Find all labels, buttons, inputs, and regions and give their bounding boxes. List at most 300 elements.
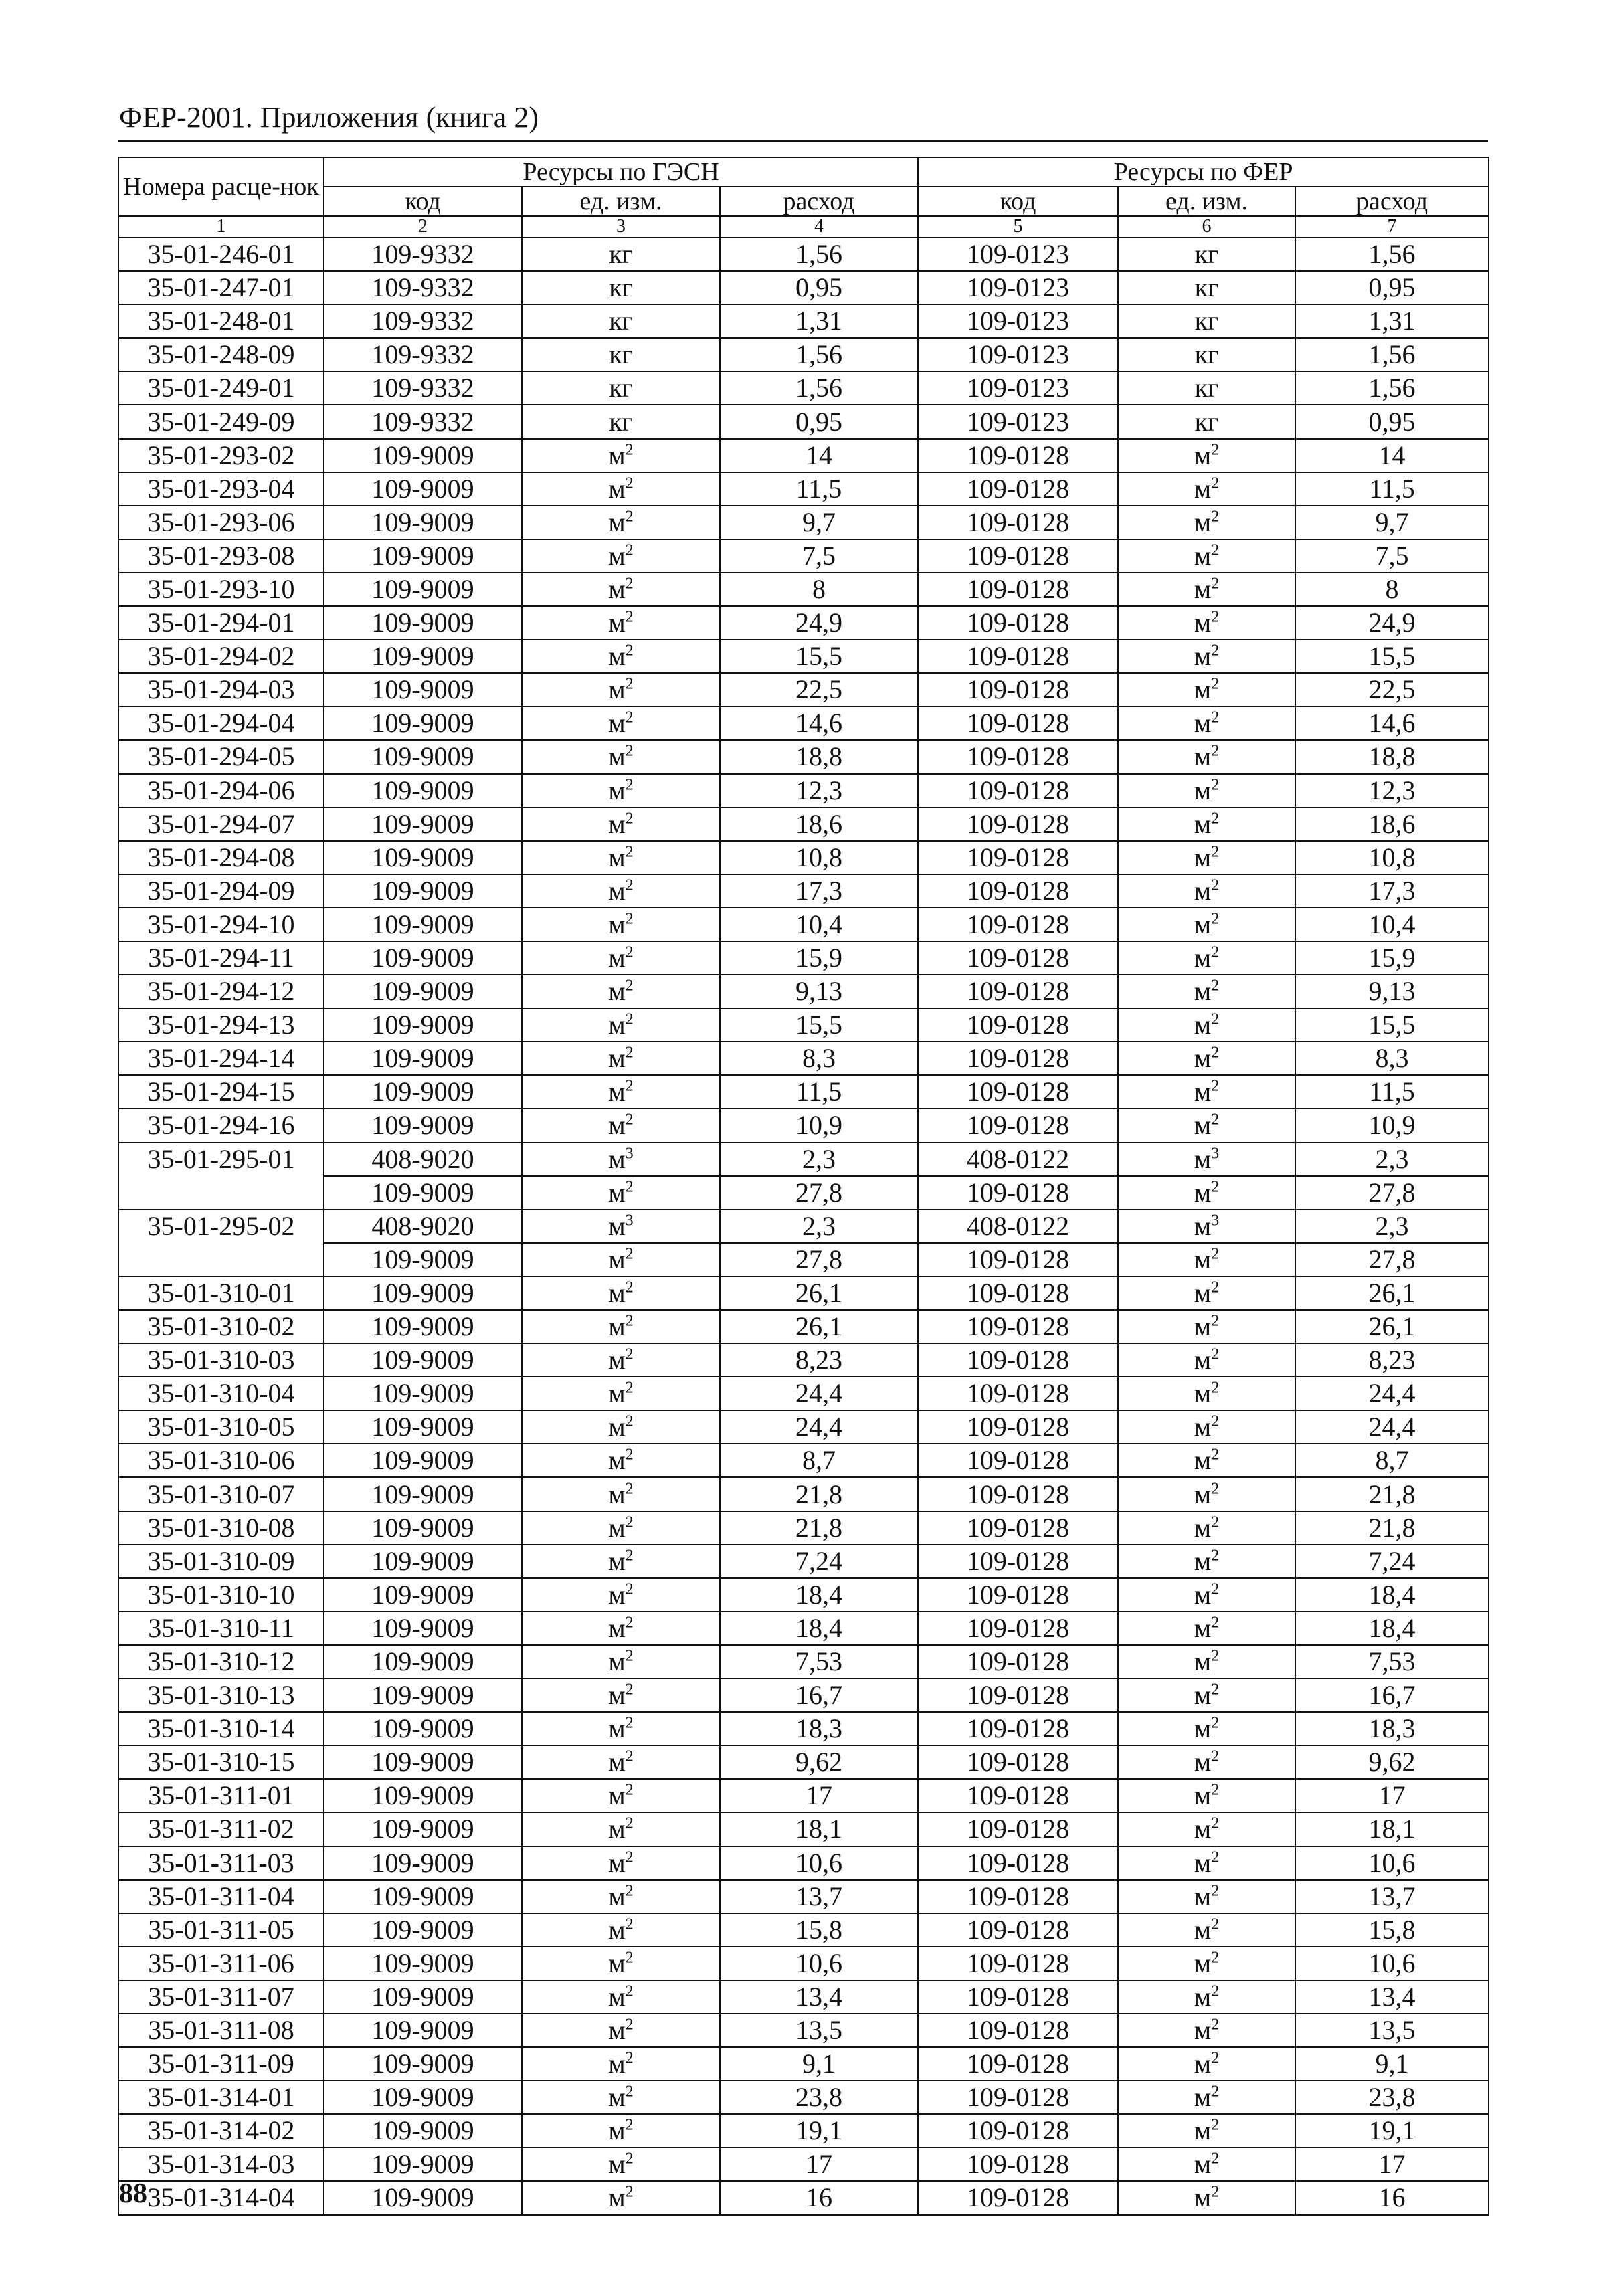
- gesn-qty-cell: 10,9: [720, 1109, 918, 1142]
- gesn-qty-cell: 18,4: [720, 1578, 918, 1612]
- table-row: [118, 1947, 1489, 1980]
- unit-exponent: 2: [625, 2016, 634, 2034]
- fer-unit-cell: [1118, 1042, 1295, 1075]
- fer-unit-cell: [1118, 304, 1295, 338]
- unit-exponent: 3: [625, 1212, 634, 1230]
- gesn-unit-cell: [522, 1377, 720, 1410]
- table-row: [118, 1511, 1489, 1545]
- table-row: [118, 975, 1489, 1008]
- table-row: [118, 1712, 1489, 1745]
- fer-unit-cell: [1118, 2114, 1295, 2147]
- rate-number-cell: 35-01-310-01: [118, 1276, 324, 1310]
- gesn-qty-cell: 9,7: [720, 506, 918, 539]
- fer-code-cell: 109-0128: [918, 1880, 1118, 1913]
- unit-exponent: 2: [625, 1312, 634, 1330]
- gesn-unit-cell: [522, 1612, 720, 1645]
- fer-qty-cell: 23,8: [1295, 2081, 1489, 2114]
- table-row: [118, 573, 1489, 606]
- table-row: [118, 908, 1489, 941]
- unit-text: м: [608, 1210, 626, 1241]
- fer-code-cell: 109-0128: [918, 774, 1118, 807]
- unit-text: м: [1194, 1579, 1212, 1610]
- fer-code-cell: 109-0128: [918, 1645, 1118, 1679]
- unit-text: м: [1194, 1713, 1212, 1744]
- fer-unit-cell: [1118, 673, 1295, 706]
- unit-exponent: 2: [625, 2184, 634, 2202]
- gesn-code-cell: 109-9009: [324, 1377, 522, 1410]
- unit-exponent: 2: [1211, 2049, 1220, 2067]
- unit-exponent: 2: [1211, 675, 1220, 693]
- unit-text: м: [608, 908, 626, 939]
- fer-code-cell: 109-0128: [918, 472, 1118, 506]
- unit-exponent: 2: [1211, 441, 1220, 459]
- unit-exponent: 2: [1211, 709, 1220, 727]
- fer-code-cell: 109-0128: [918, 2081, 1118, 2114]
- unit-text: м: [608, 1445, 626, 1476]
- gesn-code-cell: 109-9009: [324, 841, 522, 874]
- gesn-unit-cell: [522, 1947, 720, 1980]
- unit-exponent: 2: [1211, 1747, 1220, 1765]
- unit-exponent: 2: [1211, 1547, 1220, 1565]
- gesn-qty-cell: 11,5: [720, 472, 918, 506]
- fer-unit-cell: [1118, 1075, 1295, 1109]
- table-row: [118, 1343, 1489, 1377]
- gesn-code-cell: 109-9009: [324, 1612, 522, 1645]
- fer-unit-cell: [1118, 941, 1295, 975]
- unit-text: м: [1194, 708, 1212, 739]
- unit-exponent: 2: [625, 1446, 634, 1464]
- unit-text: м: [1194, 473, 1212, 504]
- unit-exponent: 2: [1211, 1245, 1220, 1263]
- fer-unit-cell: [1118, 841, 1295, 874]
- fer-code-cell: 109-0128: [918, 1176, 1118, 1210]
- unit-text: м: [1194, 741, 1212, 772]
- unit-exponent: 2: [625, 441, 634, 459]
- fer-code-cell: 109-0128: [918, 1477, 1118, 1511]
- fer-qty-cell: 24,4: [1295, 1377, 1489, 1410]
- fer-unit-cell: [1118, 1444, 1295, 1477]
- unit-exponent: 2: [625, 1547, 634, 1565]
- gesn-qty-cell: 21,8: [720, 1477, 918, 1511]
- fer-unit-cell: [1118, 1377, 1295, 1410]
- rate-number-cell: 35-01-310-14: [118, 1712, 324, 1745]
- table-row: [118, 506, 1489, 539]
- header-row-subcols: [118, 187, 1489, 216]
- gesn-code-cell: 109-9009: [324, 774, 522, 807]
- fer-qty-cell: 18,3: [1295, 1712, 1489, 1745]
- fer-code-cell: 109-0128: [918, 1679, 1118, 1712]
- unit-text: м: [1194, 1981, 1212, 2012]
- gesn-unit-cell: [522, 1276, 720, 1310]
- gesn-unit-cell: [522, 2014, 720, 2047]
- fer-qty-cell: 2,3: [1295, 1210, 1489, 1243]
- unit-exponent: 2: [1211, 2116, 1220, 2134]
- unit-text: кг: [1194, 406, 1219, 437]
- fer-qty-cell: 1,56: [1295, 237, 1489, 271]
- fer-code-cell: 109-0123: [918, 338, 1118, 371]
- gesn-qty-cell: 8: [720, 573, 918, 606]
- unit-text: м: [608, 775, 626, 805]
- unit-exponent: 2: [625, 776, 634, 794]
- gesn-qty-cell: 12,3: [720, 774, 918, 807]
- gesn-unit-cell: [522, 539, 720, 573]
- unit-text: м: [1194, 976, 1212, 1007]
- unit-exponent: 2: [625, 508, 634, 526]
- gesn-code-cell: 109-9009: [324, 2147, 522, 2181]
- gesn-code-cell: 109-9009: [324, 1712, 522, 1745]
- rate-number-cell: 35-01-293-02: [118, 439, 324, 472]
- gesn-code-cell: 109-9009: [324, 1779, 522, 1812]
- gesn-unit-cell: [522, 1410, 720, 1444]
- gesn-qty-cell: 0,95: [720, 271, 918, 304]
- fer-code-cell: 109-0128: [918, 941, 1118, 975]
- page-header: ФЕР-2001. Приложения (книга 2): [119, 101, 539, 134]
- fer-unit-cell: [1118, 874, 1295, 908]
- unit-exponent: 2: [625, 709, 634, 727]
- table-row: [118, 807, 1489, 841]
- table-row: [118, 1745, 1489, 1779]
- gesn-qty-cell: 13,7: [720, 1880, 918, 1913]
- gesn-qty-cell: 24,4: [720, 1410, 918, 1444]
- gesn-unit-cell: [522, 1679, 720, 1712]
- unit-text: кг: [1194, 306, 1219, 337]
- gesn-code-cell: 109-9009: [324, 1243, 522, 1276]
- unit-text: м: [608, 1277, 626, 1308]
- resource-table: [118, 157, 1489, 2216]
- rate-number-cell: 35-01-314-03: [118, 2147, 324, 2181]
- gesn-unit-cell: [522, 1075, 720, 1109]
- gesn-qty-cell: 7,53: [720, 1645, 918, 1679]
- fer-code-cell: 109-0128: [918, 908, 1118, 941]
- rate-number-cell: 35-01-310-06: [118, 1444, 324, 1477]
- gesn-qty-cell: 17: [720, 2147, 918, 2181]
- gesn-qty-cell: 18,4: [720, 1612, 918, 1645]
- fer-code-cell: 109-0128: [918, 874, 1118, 908]
- header-fer-group: Ресурсы по ФЕР: [918, 157, 1489, 187]
- fer-code-cell: 109-0128: [918, 1511, 1118, 1545]
- fer-unit-cell: [1118, 908, 1295, 941]
- unit-text: м: [1194, 808, 1212, 839]
- gesn-qty-cell: 1,56: [720, 237, 918, 271]
- gesn-qty-cell: 7,24: [720, 1545, 918, 1578]
- gesn-code-cell: 109-9009: [324, 1075, 522, 1109]
- unit-text: м: [1194, 1814, 1212, 1844]
- table-row: [118, 1980, 1489, 2014]
- unit-exponent: 2: [1211, 1647, 1220, 1665]
- unit-text: м: [1194, 641, 1212, 672]
- fer-qty-cell: 15,9: [1295, 941, 1489, 975]
- fer-qty-cell: 19,1: [1295, 2114, 1489, 2147]
- fer-code-cell: 109-0128: [918, 2047, 1118, 2081]
- unit-exponent: 2: [625, 2049, 634, 2067]
- gesn-unit-cell: [522, 1143, 720, 1176]
- gesn-qty-cell: 10,6: [720, 1846, 918, 1880]
- gesn-code-cell: 109-9332: [324, 271, 522, 304]
- unit-exponent: 2: [1211, 876, 1220, 894]
- gesn-qty-cell: 7,5: [720, 539, 918, 573]
- unit-text: м: [1194, 1780, 1212, 1811]
- gesn-unit-cell: [522, 1645, 720, 1679]
- gesn-code-cell: 109-9009: [324, 1042, 522, 1075]
- rate-number-cell: 35-01-310-05: [118, 1410, 324, 1444]
- unit-text: м: [1194, 1043, 1212, 1074]
- unit-exponent: 2: [1211, 809, 1220, 828]
- unit-text: м: [608, 1110, 626, 1141]
- fer-code-cell: 109-0128: [918, 1812, 1118, 1846]
- fer-unit-cell: [1118, 1947, 1295, 1980]
- gesn-unit-cell: [522, 740, 720, 773]
- gesn-qty-cell: 18,6: [720, 807, 918, 841]
- unit-exponent: 2: [1211, 1949, 1220, 1967]
- unit-text: м: [608, 1780, 626, 1811]
- fer-unit-cell: [1118, 1143, 1295, 1176]
- unit-exponent: 2: [625, 1580, 634, 1598]
- rate-number-cell: 35-01-294-10: [118, 908, 324, 941]
- gesn-code-cell: 109-9009: [324, 439, 522, 472]
- rate-number-cell: 35-01-294-06: [118, 774, 324, 807]
- unit-text: м: [608, 842, 626, 872]
- unit-text: м: [608, 2149, 626, 2180]
- gesn-qty-cell: 15,5: [720, 640, 918, 673]
- unit-text: м: [1194, 1545, 1212, 1576]
- unit-text: м: [608, 1914, 626, 1945]
- unit-exponent: 2: [1211, 843, 1220, 861]
- unit-text: м: [1194, 440, 1212, 470]
- gesn-unit-cell: [522, 304, 720, 338]
- gesn-code-cell: 109-9009: [324, 573, 522, 606]
- gesn-unit-cell: [522, 472, 720, 506]
- gesn-code-cell: 109-9009: [324, 2014, 522, 2047]
- fer-qty-cell: 21,8: [1295, 1511, 1489, 1545]
- header-gesn-unit: ед. изм.: [522, 187, 720, 216]
- fer-code-cell: 109-0123: [918, 237, 1118, 271]
- fer-unit-cell: [1118, 1276, 1295, 1310]
- gesn-code-cell: 408-9020: [324, 1143, 522, 1176]
- gesn-code-cell: 109-9009: [324, 606, 522, 640]
- table-row: [118, 1880, 1489, 1913]
- gesn-qty-cell: 11,5: [720, 1075, 918, 1109]
- unit-exponent: 2: [625, 2150, 634, 2168]
- unit-exponent: 2: [625, 1044, 634, 1062]
- unit-exponent: 2: [1211, 1782, 1220, 1800]
- fer-code-cell: 109-0128: [918, 1008, 1118, 1042]
- rate-number-cell: 35-01-310-02: [118, 1310, 324, 1343]
- fer-qty-cell: 24,9: [1295, 606, 1489, 640]
- gesn-unit-cell: [522, 1779, 720, 1812]
- fer-unit-cell: [1118, 371, 1295, 405]
- col-num-3: 3: [522, 216, 720, 237]
- table-row: [118, 2147, 1489, 2181]
- gesn-qty-cell: 9,1: [720, 2047, 918, 2081]
- table-row: [118, 1075, 1489, 1109]
- header-row-groups: [118, 157, 1489, 187]
- gesn-qty-cell: 16: [720, 2181, 918, 2214]
- rate-number-cell: 35-01-310-03: [118, 1343, 324, 1377]
- gesn-unit-cell: [522, 774, 720, 807]
- fer-unit-cell: [1118, 573, 1295, 606]
- unit-text: м: [608, 440, 626, 470]
- fer-qty-cell: 0,95: [1295, 271, 1489, 304]
- gesn-qty-cell: 22,5: [720, 673, 918, 706]
- rate-number-cell: 35-01-311-05: [118, 1913, 324, 1947]
- unit-text: м: [608, 1545, 626, 1576]
- unit-text: м: [608, 1847, 626, 1878]
- unit-text: м: [608, 1680, 626, 1711]
- table-row: [118, 2181, 1489, 2214]
- fer-qty-cell: 17: [1295, 2147, 1489, 2181]
- unit-text: м: [608, 1881, 626, 1911]
- fer-code-cell: 109-0128: [918, 1913, 1118, 1947]
- gesn-unit-cell: [522, 2181, 720, 2214]
- gesn-qty-cell: 9,13: [720, 975, 918, 1008]
- gesn-unit-cell: [522, 1980, 720, 2014]
- gesn-code-cell: 109-9009: [324, 1008, 522, 1042]
- rate-number-cell: 35-01-311-09: [118, 2047, 324, 2081]
- fer-code-cell: 109-0128: [918, 2181, 1118, 2214]
- unit-text: м: [1194, 1445, 1212, 1476]
- rate-number-cell: 35-01-295-01: [118, 1143, 324, 1176]
- gesn-unit-cell: [522, 2114, 720, 2147]
- gesn-unit-cell: [522, 941, 720, 975]
- fer-code-cell: 109-0128: [918, 1947, 1118, 1980]
- rate-number-cell: 35-01-311-08: [118, 2014, 324, 2047]
- unit-text: м: [1194, 1847, 1212, 1878]
- fer-unit-cell: [1118, 506, 1295, 539]
- rate-number-cell: 35-01-294-14: [118, 1042, 324, 1075]
- fer-code-cell: 109-0128: [918, 439, 1118, 472]
- fer-unit-cell: [1118, 606, 1295, 640]
- gesn-code-cell: 109-9332: [324, 405, 522, 438]
- unit-exponent: 2: [625, 1882, 634, 1900]
- unit-text: м: [1194, 540, 1212, 571]
- table-row: [118, 1210, 1489, 1243]
- gesn-qty-cell: 14,6: [720, 706, 918, 740]
- gesn-qty-cell: 15,5: [720, 1008, 918, 1042]
- gesn-qty-cell: 8,23: [720, 1343, 918, 1377]
- rate-number-cell: 35-01-311-02: [118, 1812, 324, 1846]
- col-num-6: 6: [1118, 216, 1295, 237]
- unit-text: м: [1194, 1345, 1212, 1375]
- header-gesn-group: Ресурсы по ГЭСН: [324, 157, 918, 187]
- unit-text: м: [1194, 775, 1212, 805]
- table-row: [118, 405, 1489, 438]
- unit-exponent: 2: [1211, 1714, 1220, 1732]
- rate-number-cell: 35-01-314-04: [118, 2181, 324, 2214]
- gesn-code-cell: 109-9009: [324, 1176, 522, 1210]
- gesn-unit-cell: [522, 673, 720, 706]
- fer-unit-cell: [1118, 1477, 1295, 1511]
- fer-code-cell: 109-0128: [918, 740, 1118, 773]
- fer-qty-cell: 8,7: [1295, 1444, 1489, 1477]
- table-row: [118, 740, 1489, 773]
- unit-text: м: [608, 573, 626, 604]
- gesn-qty-cell: 27,8: [720, 1176, 918, 1210]
- fer-qty-cell: 14,6: [1295, 706, 1489, 740]
- gesn-qty-cell: 10,4: [720, 908, 918, 941]
- rate-number-cell: 35-01-295-02: [118, 1210, 324, 1243]
- gesn-unit-cell: [522, 405, 720, 438]
- unit-text: кг: [609, 339, 633, 370]
- gesn-code-cell: 109-9009: [324, 1745, 522, 1779]
- gesn-unit-cell: [522, 1511, 720, 1545]
- unit-text: м: [608, 1177, 626, 1208]
- unit-text: м: [1194, 1277, 1212, 1308]
- table-row: [118, 1612, 1489, 1645]
- header-number-col: Номера расце-нок: [118, 157, 324, 216]
- gesn-unit-cell: [522, 439, 720, 472]
- rate-number-cell: 35-01-294-08: [118, 841, 324, 874]
- fer-code-cell: 408-0122: [918, 1143, 1118, 1176]
- unit-exponent: 2: [625, 876, 634, 894]
- gesn-code-cell: 109-9009: [324, 1511, 522, 1545]
- gesn-code-cell: 109-9009: [324, 1578, 522, 1612]
- unit-text: м: [608, 506, 626, 537]
- unit-exponent: 2: [625, 2116, 634, 2134]
- table-row: [118, 439, 1489, 472]
- unit-text: м: [1194, 2115, 1212, 2146]
- unit-exponent: 2: [625, 1513, 634, 1531]
- fer-unit-cell: [1118, 472, 1295, 506]
- rate-number-cell: 35-01-294-13: [118, 1008, 324, 1042]
- gesn-unit-cell: [522, 1008, 720, 1042]
- unit-exponent: 2: [1211, 2150, 1220, 2168]
- fer-unit-cell: [1118, 338, 1295, 371]
- fer-code-cell: 109-0123: [918, 271, 1118, 304]
- header-gesn-code: код: [324, 187, 522, 216]
- table-row: [118, 539, 1489, 573]
- col-num-4: 4: [720, 216, 918, 237]
- fer-unit-cell: [1118, 1109, 1295, 1142]
- fer-qty-cell: 11,5: [1295, 1075, 1489, 1109]
- table-row: [118, 1578, 1489, 1612]
- unit-exponent: 2: [625, 1078, 634, 1096]
- table-row: [118, 1276, 1489, 1310]
- unit-exponent: 2: [1211, 776, 1220, 794]
- gesn-qty-cell: 17,3: [720, 874, 918, 908]
- fer-qty-cell: 12,3: [1295, 774, 1489, 807]
- table-row: [118, 606, 1489, 640]
- fer-qty-cell: 13,7: [1295, 1880, 1489, 1913]
- fer-unit-cell: [1118, 2081, 1295, 2114]
- unit-exponent: 2: [1211, 541, 1220, 559]
- gesn-code-cell: 109-9009: [324, 1444, 522, 1477]
- unit-text: м: [1194, 1010, 1212, 1040]
- fer-unit-cell: [1118, 1511, 1295, 1545]
- fer-code-cell: 109-0128: [918, 1410, 1118, 1444]
- gesn-qty-cell: 17: [720, 1779, 918, 1812]
- gesn-qty-cell: 8,3: [720, 1042, 918, 1075]
- fer-unit-cell: [1118, 1210, 1295, 1243]
- unit-text: м: [1194, 1244, 1212, 1274]
- unit-exponent: 2: [625, 2083, 634, 2101]
- fer-qty-cell: 9,13: [1295, 975, 1489, 1008]
- fer-qty-cell: 7,5: [1295, 539, 1489, 573]
- gesn-qty-cell: 13,5: [720, 2014, 918, 2047]
- rate-number-cell: 35-01-310-11: [118, 1612, 324, 1645]
- fer-code-cell: 109-0128: [918, 640, 1118, 673]
- table-row: [118, 941, 1489, 975]
- gesn-code-cell: 109-9009: [324, 2081, 522, 2114]
- unit-text: м: [608, 1378, 626, 1409]
- table-row: [118, 1477, 1489, 1511]
- rate-number-cell: 35-01-311-07: [118, 1980, 324, 2014]
- unit-exponent: 2: [1211, 1078, 1220, 1096]
- unit-text: м: [1194, 1512, 1212, 1543]
- fer-qty-cell: 10,4: [1295, 908, 1489, 941]
- unit-exponent: 2: [625, 1747, 634, 1765]
- header-row-numbers: [118, 216, 1489, 237]
- fer-code-cell: 109-0128: [918, 706, 1118, 740]
